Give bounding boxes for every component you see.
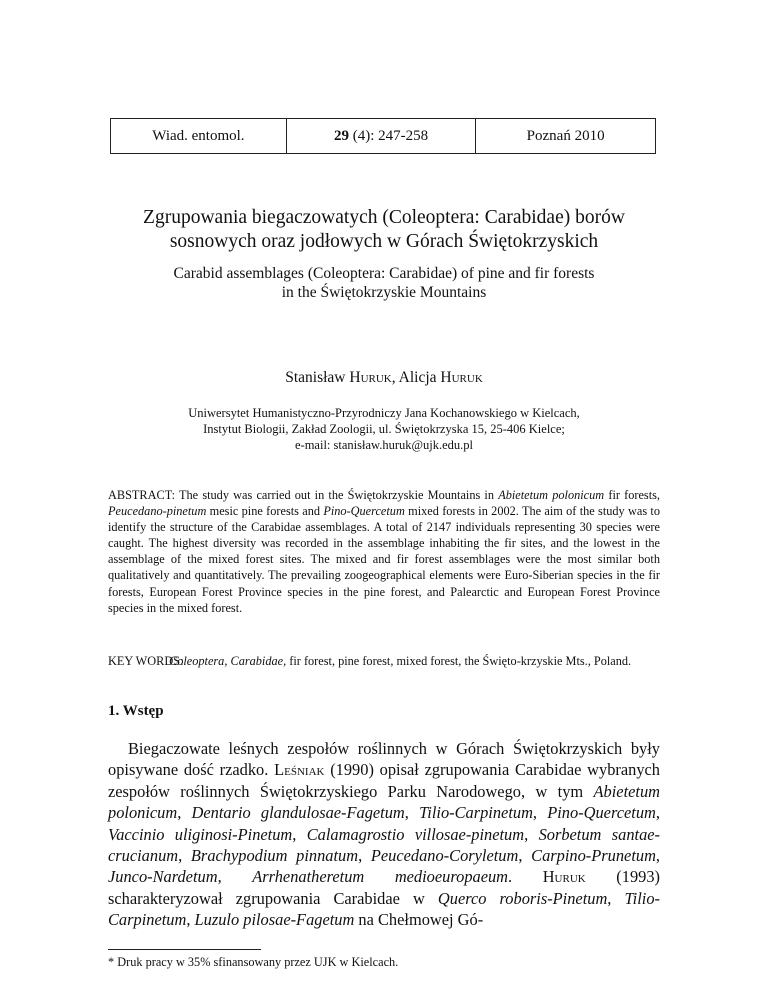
abstract-taxon: Pino-Quercetum	[323, 504, 405, 519]
volume-cell	[286, 119, 475, 154]
english-title-line-2: in the Świętokrzyskie Mountains	[281, 284, 487, 301]
author-separator: ,	[391, 369, 399, 386]
author-2-first: Alicja	[398, 369, 441, 386]
plant-association: Carpino-Prunetum	[531, 846, 656, 866]
journal-name: Wiad. entomol.	[152, 127, 245, 144]
separator: ,	[177, 803, 192, 823]
abstract-taxon: Peucedano-pinetum	[108, 504, 207, 519]
abstract-text: fir forests,	[604, 488, 660, 502]
separator: ,	[532, 803, 548, 823]
footnote: * Druk pracy w 35% sfinansowany przez UJK w Kielcach.	[108, 955, 399, 969]
plant-association: Tilio-Carpinetum	[108, 888, 660, 930]
section-heading: 1. Wstęp	[108, 703, 164, 719]
body-text: Biegaczowate leśnych zespołów roślinnych w Górach Świętokrzyskich były opisywane dość rzadko.	[108, 739, 660, 780]
separator: ,	[607, 888, 625, 908]
plant-association: Brachypodium pinnatum	[190, 846, 359, 866]
affiliation-line-1: Uniwersytet Humanistyczno-Przyrodniczy Jana Kochanowskiego w Kielcach,	[188, 406, 580, 420]
english-title	[100, 264, 668, 302]
authors	[100, 369, 668, 387]
plant-association: Peucedano-Coryletum	[370, 846, 519, 866]
plant-association: Dentario glandulosae-Fagetum	[191, 803, 405, 823]
keyword-taxon: Carabidae,	[230, 654, 287, 668]
author-email: e-mail: stanisław.huruk@ujk.edu.pl	[294, 438, 474, 452]
keyword-taxon: Coleoptera	[169, 654, 225, 668]
article-title	[100, 206, 668, 254]
footnote-rule	[108, 949, 261, 950]
separator: ,	[404, 803, 420, 823]
affiliation-line-2: Instytut Biologii, Zakład Zoologii, ul. Świętokrzyska 15, 25-406 Kielce;	[203, 422, 565, 436]
plant-association: Querco roboris-Pinetum	[437, 888, 608, 908]
keyword-text: fir forest, pine forest, mixed forest, the Święto-krzyskie Mts., Poland.	[286, 654, 632, 668]
plant-association: Junco-Nardetum	[108, 867, 218, 887]
volume-number: 29	[333, 127, 349, 144]
abstract-label: ABSTRACT:	[108, 488, 176, 502]
abstract-text: mesic pine forests and	[206, 504, 324, 519]
english-title-line-1: Carabid assemblages (Coleoptera: Carabidae) of pine and fir forests	[173, 265, 595, 282]
body-text: na Chełmowej Gó-	[354, 910, 484, 930]
journal-name-cell	[111, 119, 287, 154]
title-line-1: Zgrupowania biegaczowatych (Coleoptera: Carabidae) borów	[143, 207, 625, 228]
separator: ,	[655, 803, 660, 823]
plant-association: Luzulo pilosae-Fagetum	[194, 910, 355, 930]
author-1-first: Stanisław	[285, 369, 350, 386]
body-text: (1993) scharakteryzował zgrupowania Carabidae w	[108, 867, 660, 908]
title-line-2: sosnowych oraz jodłowych w Górach Świętokrzyskich	[169, 231, 599, 252]
abstract-taxon: Abietetum polonicum	[498, 488, 605, 502]
separator: ,	[178, 846, 191, 866]
separator: ,	[358, 846, 371, 866]
journal-header-table	[110, 118, 656, 154]
abstract-text: mixed forests in 2002. The aim of the study was to identify the structure of the Carabidae assemblages. A total of 2147 individuals representing 30 species were caught. The highest diversity was recorded in the assemblage inhabiting the fir sites, and the lowest in the assemblage of the mixed forest sites. The mixed and fir forest assemblages were the most similar both qualitatively and quantitatively. The prevailing zoogeographical elements were Euro-Siberian species in the fir forests, European Forest Province species in the pine forest, and Palearctic and European Forest Province species in the mixed forest.	[108, 504, 660, 615]
plant-association: Calamagrostio villosae-pinetum	[306, 824, 525, 844]
plant-association: Pino-Quercetum	[547, 803, 656, 823]
plant-association: Tilio-Carpinetum	[419, 803, 533, 823]
plant-association: Arrhenatheretum medioeuropaeum	[252, 867, 509, 887]
author-2-last: Huruk	[440, 369, 483, 386]
separator: ,	[292, 824, 307, 844]
author-1-last: Huruk	[349, 369, 392, 386]
plant-association: Vaccinio uliginosi-Pinetum	[108, 824, 293, 844]
place-year-cell	[476, 119, 656, 154]
keywords-list	[108, 653, 660, 669]
separator: .	[508, 867, 543, 887]
keywords	[108, 653, 660, 669]
plant-association: Abietetum polonicum	[108, 781, 660, 823]
separator: ,	[524, 824, 539, 844]
keyword-separator: ,	[224, 654, 231, 668]
introduction-paragraph	[108, 738, 660, 931]
separator: ,	[186, 910, 195, 930]
separator: ,	[655, 846, 661, 866]
abstract-text: The study was carried out in the Świętokrzyskie Mountains in	[175, 488, 499, 502]
abstract	[108, 487, 660, 616]
affiliation	[100, 405, 668, 453]
issue-pages: (4): 247-258	[348, 127, 429, 144]
cited-author: Huruk	[542, 867, 586, 887]
separator: ,	[217, 867, 253, 887]
plant-association: Sorbetum santae-crucianum	[108, 824, 660, 866]
keywords-label: KEY WORDS:	[108, 654, 184, 668]
place-year: Poznań 2010	[526, 127, 605, 144]
separator: ,	[518, 846, 532, 866]
cited-author: Leśniak	[274, 760, 325, 780]
body-text: (1990) opisał zgrupowania Carabidae wybranych zespołów roślinnych Świętokrzyskiego Parku Narodowego, w tym	[108, 760, 660, 801]
